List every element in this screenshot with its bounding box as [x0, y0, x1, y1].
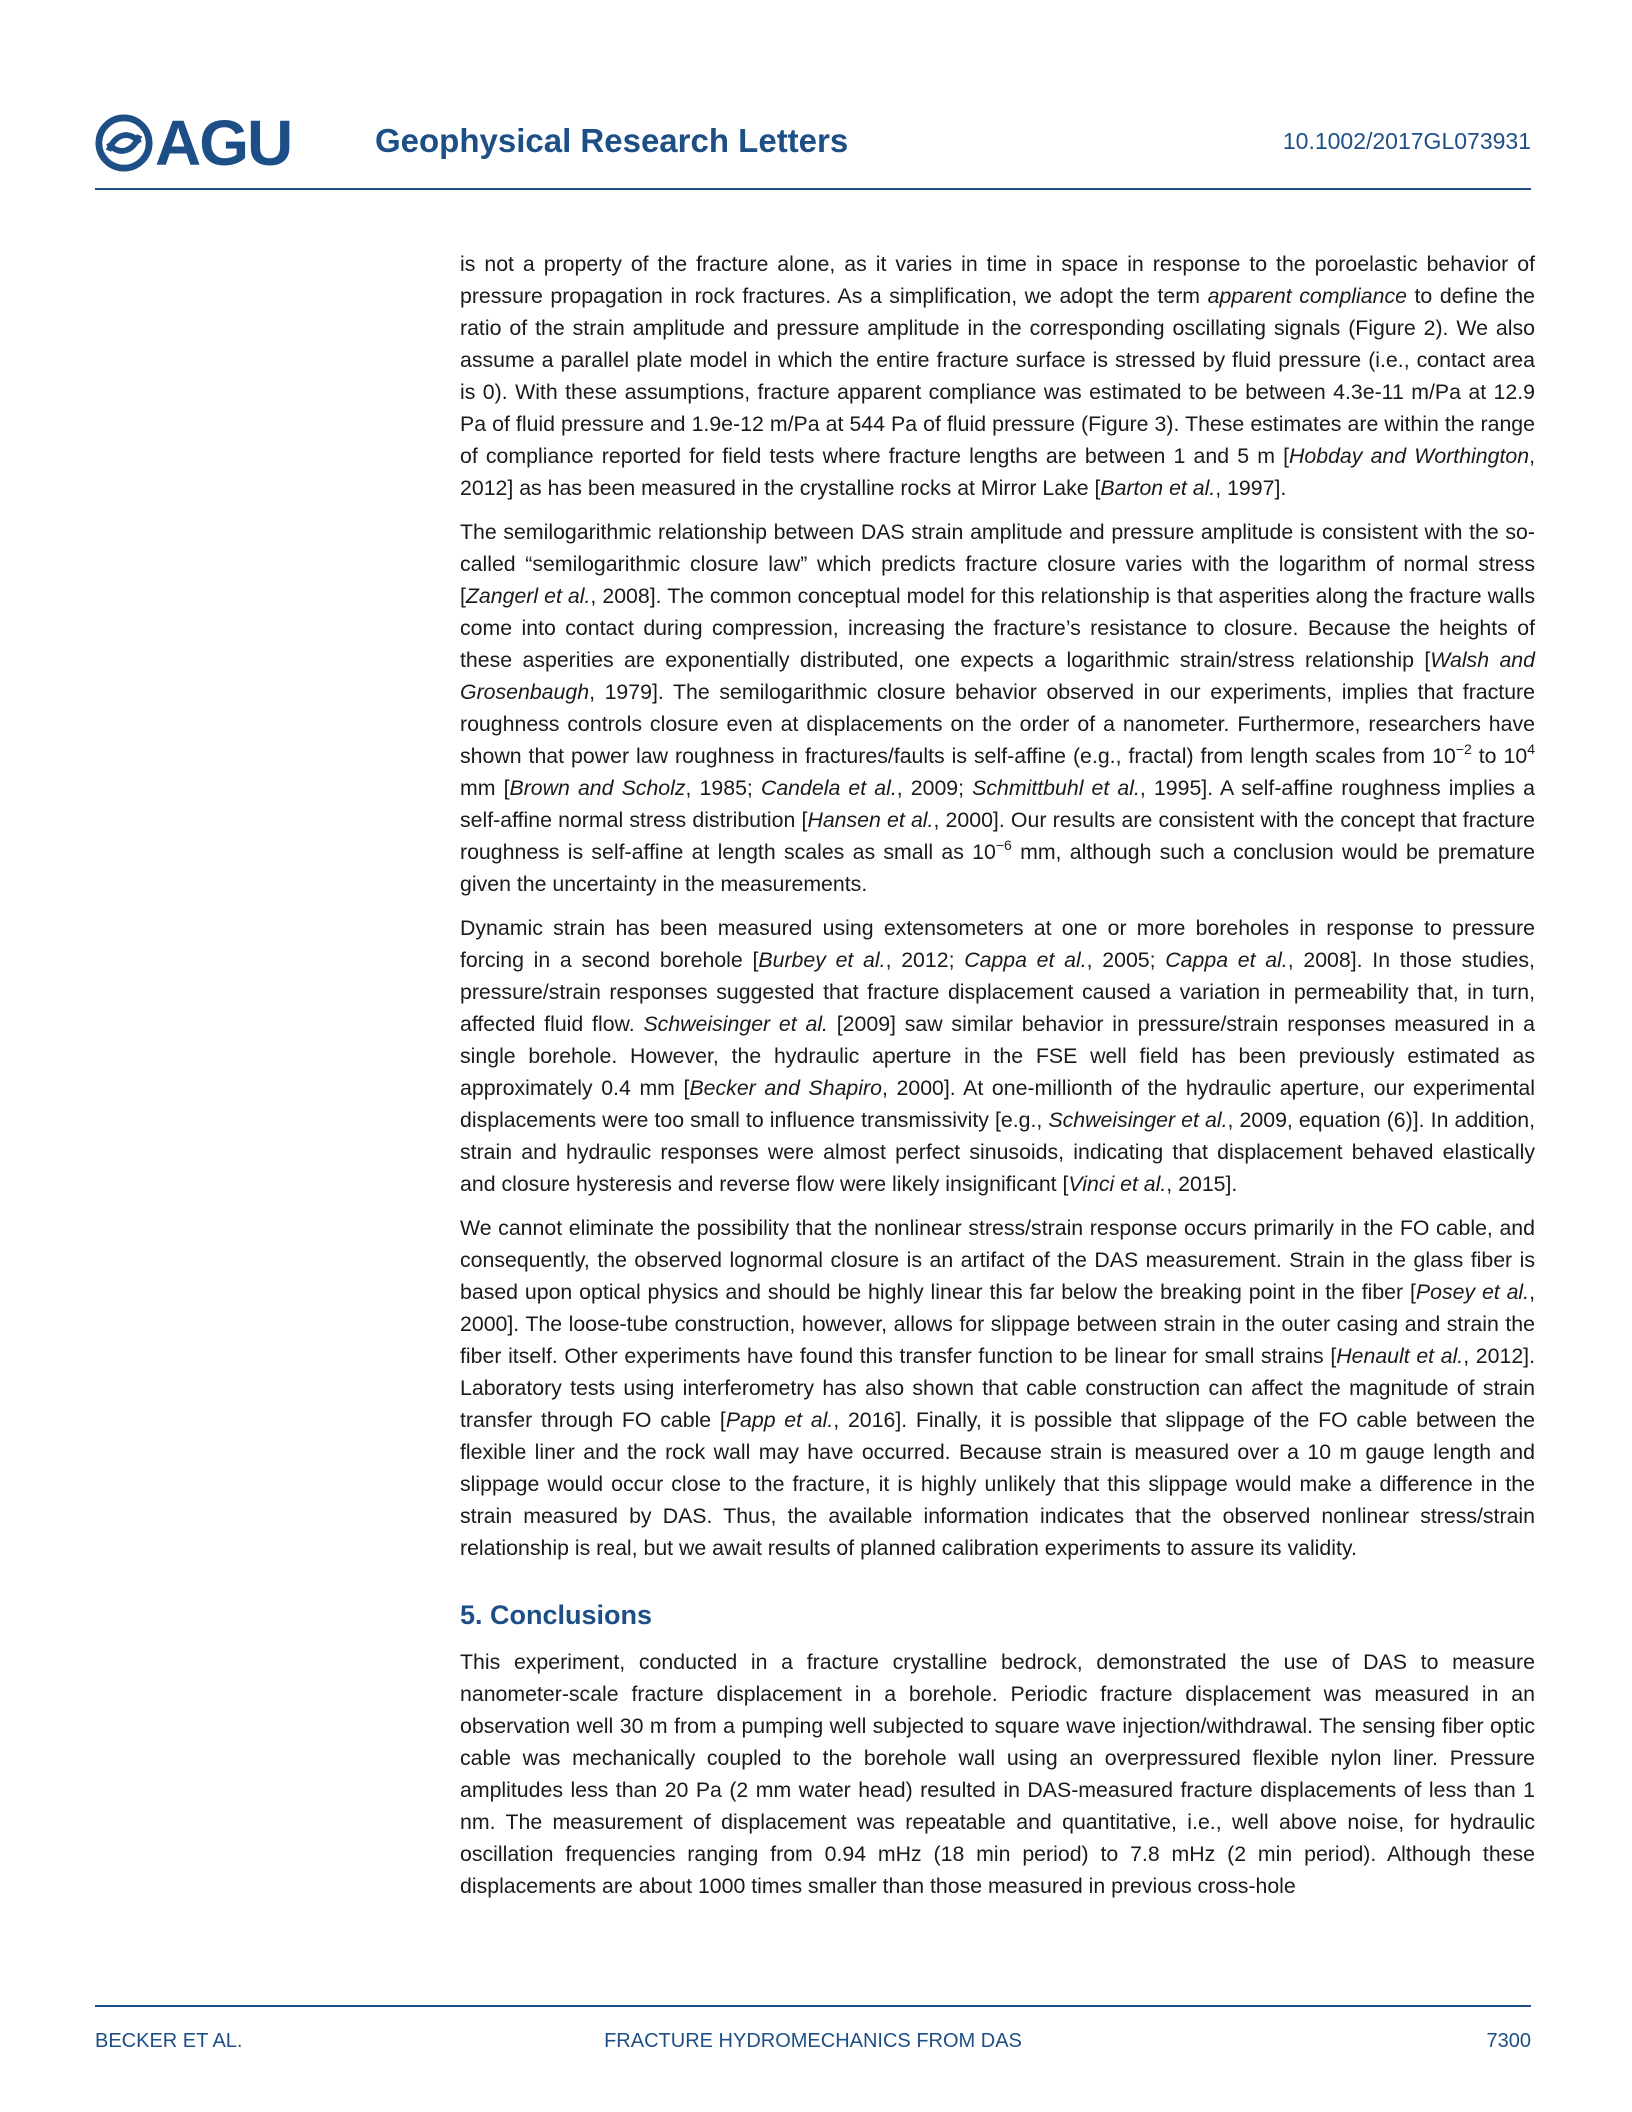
page-header — [95, 108, 1531, 188]
page-footer — [95, 2030, 1531, 2060]
doi-link[interactable]: 10.1002/2017GL073931 — [1282, 128, 1531, 154]
footer-rule — [95, 2005, 1531, 2007]
paragraph: is not a property of the fracture alone, as it varies in time in space in response to the poroelastic behavior of pressure propagation in rock fractures. As a simplification, we adopt the term apparent compliance to define the ratio of the strain amplitude and pressure amplitude in the corresponding oscillating signals (Figure 2). We also assume a parallel plate model in which the entire fracture surface is stressed by fluid pressure (i.e., contact area is 0). With these assumptions, fracture apparent compliance was estimated to be between 4.3e-11 m/Pa at 12.9 Pa of fluid pressure and 1.9e-12 m/Pa at 544 Pa of fluid pressure (Figure 3). These estimates are within the range of compliance reported for field tests where fracture lengths are between 1 and 5 m [Hobday and Worthington, 2012] as has been measured in the crystalline rocks at Mirror Lake [Barton et al., 1997]. — [460, 252, 1535, 500]
paragraph: We cannot eliminate the possibility that the nonlinear stress/strain response occurs primarily in the FO cable, and consequently, the observed lognormal closure is an artifact of the DAS measurement. Strain in the glass fiber is based upon optical physics and should be highly linear this far below the breaking point in the fiber [Posey et al., 2000]. The loose-tube construction, however, allows for slippage between strain in the outer casing and strain the fiber itself. Other experiments have found this transfer function to be linear for small strains [Henault et al., 2012]. Laboratory tests using interferometry has also shown that cable construction can affect the magnitude of strain transfer through FO cable [Papp et al., 2016]. Finally, it is possible that slippage of the FO cable between the flexible liner and the rock wall may have occurred. Because strain is measured over a 10 m gauge length and slippage would occur close to the fracture, it is highly unlikely that this slippage would make a difference in the strain measured by DAS. Thus, the available information indicates that the observed nonlinear stress/strain relationship is real, but we await results of planned calibration experiments to assure its validity. — [460, 1216, 1536, 1560]
paragraph: Dynamic strain has been measured using extensometers at one or more boreholes in response to pressure forcing in a second borehole [Burbey et al., 2012; Cappa et al., 2005; Cappa et al., 2008]. In those studies, pressure/strain responses suggested that fracture displacement caused a variation in permeability that, in turn, affected fluid flow. Schweisinger et al. [2009] saw similar behavior in pressure/strain responses measured in a single borehole. However, the hydraulic aperture in the FSE well field has been previously estimated as approximately 0.4 mm [Becker and Shapiro, 2000]. At one-millionth of the hydraulic aperture, our experimental displacements were too small to influence transmissivity [e.g., Schweisinger et al., 2009, equation (6)]. In addition, strain and hydraulic responses were almost perfect sinusoids, indicating that displacement behaved elastically and closure hysteresis and reverse flow were likely insignificant [Vinci et al., 2015]. — [460, 916, 1536, 1196]
journal-title[interactable]: Geophysical Research Letters — [375, 122, 849, 159]
agu-logo-icon — [95, 114, 153, 172]
paragraph: The semilogarithmic relationship between DAS strain amplitude and pressure amplitude is consistent with the so-called “semilogarithmic closure law” which predicts fracture closure varies with the logarithm of normal stress [Zangerl et al., 2008]. The common conceptual model for this relationship is that asperities along the fracture walls come into contact during compression, increasing the fracture’s resistance to closure. Because the heights of these asperities are exponentially distributed, one expects a logarithmic strain/stress relationship [Walsh and Grosenbaugh, 1979]. The semilogarithmic closure behavior observed in our experiments, implies that fracture roughness controls closure even at displacements on the order of a nanometer. Furthermore, researchers have shown that power law roughness in fractures/faults is self-affine (e.g., fractal) from length scales from $10^{-2}$ to $10^4$ mm [Brown and Scholz, 1985; Candela et al., 2009; Schmittbuhl et al., 1995]. A self-affine roughness implies a self-affine normal stress distribution [Hansen et al., 2000]. Our results are consistent with the concept that fracture roughness is self-affine at length scales as small as $10^{-6}$ mm, although such a conclusion would be premature given the uncertainty in the measurements. — [460, 520, 1536, 896]
page-number: 7300 — [1486, 2030, 1531, 2052]
footer-short-title: FRACTURE HYDROMECHANICS FROM DAS — [604, 2030, 1022, 2052]
agu-logo[interactable] — [95, 108, 291, 178]
paragraph: This experiment, conducted in a fracture crystalline bedrock, demonstrated the use of DAS to measure nanometer-scale fracture displacement in a borehole. Periodic fracture displacement was measured in an observation well 30 m from a pumping well subjected to square wave injection/withdrawal. The sensing fiber optic cable was mechanically coupled to the borehole wall using an overpressured flexible nylon liner. Pressure amplitudes less than 20 Pa (2 mm water head) resulted in DAS-measured fracture displacements of less than 1 nm. The measurement of displacement was repeatable and quantitative, i.e., well above noise, for hydraulic oscillation frequencies ranging from 0.94 mHz (18 min period) to 7.8 mHz (2 min period). Although these displacements are about 1000 times smaller than those measured in previous cross-hole — [460, 1650, 1535, 1898]
section-heading: 5. Conclusions — [460, 1600, 653, 1630]
footer-authors: BECKER ET AL. — [95, 2030, 243, 2052]
logo-text: AGU — [155, 107, 292, 179]
article-body — [460, 248, 1535, 1914]
header-rule — [95, 188, 1531, 190]
